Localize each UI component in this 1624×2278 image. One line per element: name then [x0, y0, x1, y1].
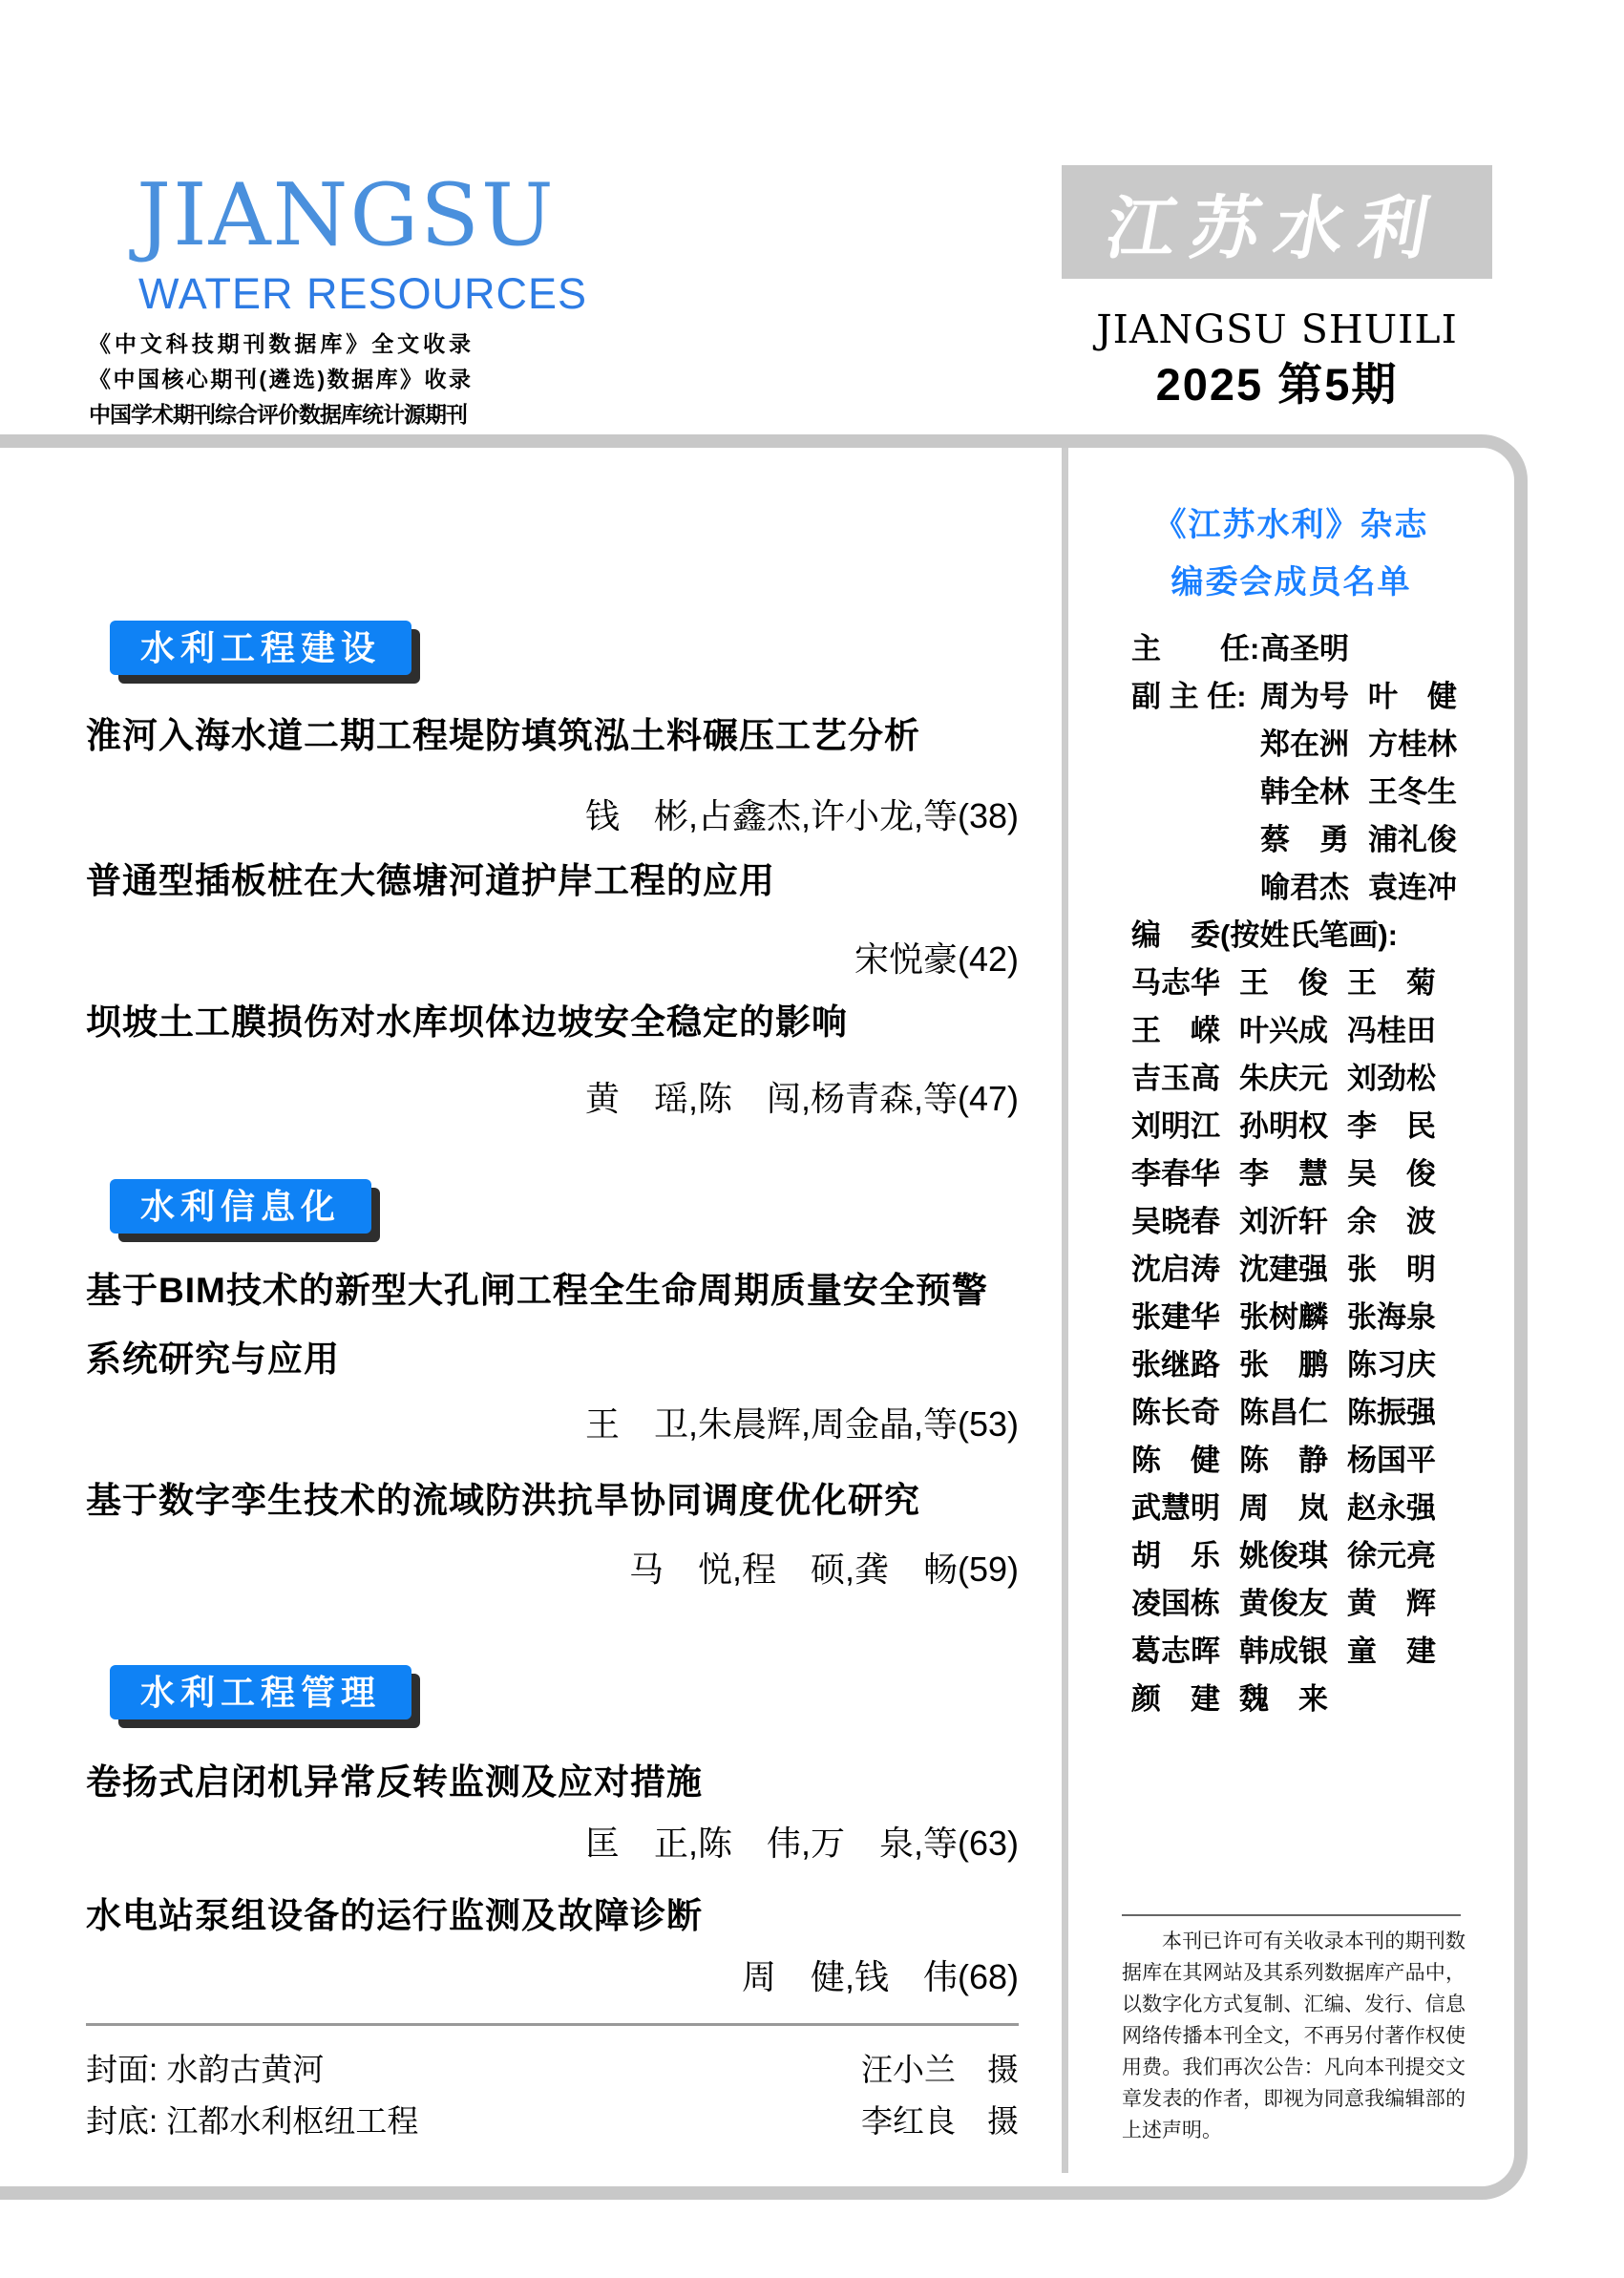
member-name: 浦礼俊: [1368, 823, 1457, 856]
cover-credit-row: [86, 2099, 1019, 2144]
member-name: 王 俊: [1239, 966, 1328, 1000]
table-of-contents: [86, 621, 1019, 2144]
member-name: 张海泉: [1347, 1300, 1436, 1334]
member-name: 李春华: [1131, 1157, 1220, 1191]
member-name: 蔡 勇: [1260, 823, 1349, 856]
member-name: 余 波: [1347, 1205, 1436, 1238]
journal-logo-en: JIANGSU: [137, 165, 556, 265]
article-authors: 宋悦豪(42): [854, 939, 1019, 979]
member-name: 凌国栋: [1131, 1587, 1220, 1620]
back-cover-credit: 李红良 摄: [861, 2103, 1019, 2139]
board-member-row: [1131, 1198, 1475, 1246]
member-name: 吉玉高: [1131, 1062, 1220, 1095]
notice-top-rule: [1122, 1914, 1461, 1916]
board-member-row: [1131, 1341, 1475, 1389]
member-name: 陈长奇: [1131, 1396, 1220, 1429]
member-name: 周为号: [1260, 680, 1349, 713]
member-name: 童 建: [1347, 1635, 1436, 1668]
column-divider: [1062, 448, 1068, 2173]
member-name: 叶兴成: [1239, 1014, 1328, 1047]
member-name: 张继路: [1131, 1348, 1220, 1382]
board-member-row: [1131, 1150, 1475, 1198]
journal-title-cn: 江苏水利: [1101, 190, 1451, 267]
member-name: 周 岚: [1239, 1491, 1328, 1525]
member-name: 朱庆元: [1239, 1062, 1328, 1095]
copyright-notice: [1122, 1914, 1466, 2146]
board-deputy-row: [1131, 769, 1475, 816]
article-title: 坝坡土工膜损伤对水库坝体边坡安全稳定的影响: [86, 1002, 848, 1042]
board-deputy-row: [1131, 816, 1475, 864]
member-name: 方桂林: [1368, 728, 1457, 761]
board-heading-line1: 《江苏水利》杂志: [1153, 507, 1429, 543]
toc-covers-divider: [86, 2023, 1019, 2026]
member-name: 颜 建: [1131, 1682, 1220, 1716]
article-title: 淮河入海水道二期工程堤防填筑泓土料碾压工艺分析: [86, 716, 920, 755]
member-name: 马志华: [1131, 966, 1220, 1000]
member-name: 黄 辉: [1347, 1587, 1436, 1620]
member-name: 冯桂田: [1347, 1014, 1436, 1047]
board-member-row: [1131, 1437, 1475, 1485]
board-deputy-row: [1131, 721, 1475, 769]
board-member-row: [1131, 1532, 1475, 1580]
member-name: 王 菊: [1347, 966, 1436, 1000]
member-name: 高圣明: [1260, 632, 1349, 665]
article-title: 基于数字孪生技术的流域防洪抗旱协同调度优化研究: [86, 1481, 920, 1520]
board-member-row: [1131, 1103, 1475, 1150]
database-index-lines: [89, 327, 471, 432]
board-member-row: [1131, 1485, 1475, 1532]
section-header-construction: 水利工程建设: [110, 621, 411, 675]
section-header-management: 水利工程管理: [110, 1665, 411, 1719]
member-name: 胡 乐: [1131, 1539, 1220, 1572]
article-title: 水电站泵组设备的运行监测及故障诊断: [86, 1896, 703, 1935]
board-member-row: [1131, 1676, 1475, 1723]
member-name: 陈习庆: [1347, 1348, 1436, 1382]
member-name: 孙明权: [1239, 1109, 1328, 1143]
member-name: 刘劲松: [1347, 1062, 1436, 1095]
member-name: [1347, 1676, 1438, 1723]
board-director-row: [1131, 625, 1475, 673]
member-name: 韩成银: [1239, 1635, 1328, 1668]
article-title: 卷扬式启闭机异常反转监测及应对措施: [86, 1762, 703, 1802]
member-name: 李 慧: [1239, 1157, 1328, 1191]
cover-credit-row: [86, 2047, 1019, 2093]
notice-text: 本刊已许可有关收录本刊的期刊数据库在其网站及其系列数据库产品中，以数字化方式复制、汇编、发行、信息网络传播本刊全文，不再另付著作权使用费。我们再次公告：凡向本刊提交文章发表的作者，即视为同意我编辑部的上述声明。: [1122, 1930, 1466, 2141]
board-member-row: [1131, 1628, 1475, 1676]
member-name: 郑在洲: [1260, 728, 1349, 761]
deputy-label: 副 主 任:: [1131, 680, 1247, 713]
member-name: 刘明江: [1131, 1109, 1220, 1143]
article-title: 基于BIM技术的新型大孔闸工程全生命周期质量安全预警系统研究与应用: [86, 1271, 988, 1379]
member-name: 沈启涛: [1131, 1253, 1220, 1286]
editorial-board-list: [1131, 625, 1475, 1723]
member-name: 张树麟: [1239, 1300, 1328, 1334]
member-name: 张建华: [1131, 1300, 1220, 1334]
article-authors: 马 悦,程 硕,龚 畅(59): [628, 1550, 1019, 1589]
member-name: 王 嵘: [1131, 1014, 1220, 1047]
index-line: 《中国核心期刊(遴选)数据库》收录: [89, 367, 471, 391]
index-line: 《中文科技期刊数据库》全文收录: [89, 331, 471, 356]
board-member-row: [1131, 1294, 1475, 1341]
member-name: 葛志晖: [1131, 1635, 1220, 1668]
section-header-informatization: 水利信息化: [110, 1179, 371, 1234]
board-deputy-row: [1131, 673, 1475, 721]
back-cover-label: 封底: 江都水利枢纽工程: [86, 2103, 419, 2139]
member-name: 刘沂轩: [1239, 1205, 1328, 1238]
member-name: 李 民: [1347, 1109, 1436, 1143]
board-member-row: [1131, 1389, 1475, 1437]
member-name: 韩全林: [1260, 775, 1349, 809]
member-name: 陈 静: [1239, 1444, 1328, 1477]
board-deputy-row: [1131, 864, 1475, 912]
member-name: 王冬生: [1368, 775, 1457, 809]
board-member-row: [1131, 1055, 1475, 1103]
member-name: 徐元亮: [1347, 1539, 1436, 1572]
board-member-row: [1131, 1246, 1475, 1294]
index-line: 中国学术期刊综合评价数据库统计源期刊: [89, 402, 467, 427]
issue-number: 2025 第5期: [1155, 359, 1399, 410]
board-member-row: [1131, 960, 1475, 1007]
front-cover-credit: 汪小兰 摄: [861, 2052, 1019, 2087]
member-name: 陈昌仁: [1239, 1396, 1328, 1429]
member-name: 杨国平: [1347, 1444, 1436, 1477]
member-name: 魏 来: [1239, 1682, 1328, 1716]
member-name: 张 鹏: [1239, 1348, 1328, 1382]
article-authors: 匡 正,陈 伟,万 泉,等(63): [584, 1824, 1019, 1863]
article-authors: 黄 瑶,陈 闯,杨青森,等(47): [584, 1079, 1019, 1118]
member-name: 陈 健: [1131, 1444, 1220, 1477]
member-name: 张 明: [1347, 1253, 1436, 1286]
member-name: 沈建强: [1239, 1253, 1328, 1286]
member-name: 叶 健: [1368, 680, 1457, 713]
board-members-label: 编 委(按姓氏笔画):: [1131, 918, 1398, 952]
article-authors: 钱 彬,占鑫杰,许小龙,等(38): [584, 796, 1019, 835]
front-cover-label: 封面: 水韵古黄河: [86, 2052, 325, 2087]
journal-title-pinyin: JIANGSU SHUILI: [1096, 306, 1458, 352]
member-name: 喻君杰: [1260, 871, 1349, 904]
member-name: 袁连冲: [1368, 871, 1457, 904]
article-title: 普通型插板桩在大德塘河道护岸工程的应用: [86, 861, 775, 900]
editorial-board-heading: [1065, 496, 1518, 611]
member-name: 陈振强: [1347, 1396, 1436, 1429]
member-name: 赵永强: [1347, 1491, 1436, 1525]
member-name: 吴 俊: [1347, 1157, 1436, 1191]
board-member-row: [1131, 1580, 1475, 1628]
board-heading-line2: 编委会成员名单: [1171, 564, 1412, 601]
member-name: 姚俊琪: [1239, 1539, 1328, 1572]
board-member-row: [1131, 1007, 1475, 1055]
article-authors: 周 健,钱 伟(68): [741, 1957, 1019, 1996]
director-label: 主 任:: [1131, 632, 1260, 665]
journal-logo-subtitle: WATER RESOURCES: [138, 269, 588, 318]
member-name: 武慧明: [1131, 1491, 1220, 1525]
member-name: 吴晓春: [1131, 1205, 1220, 1238]
journal-title-banner: [1062, 165, 1492, 279]
article-authors: 王 卫,朱晨辉,周金晶,等(53): [584, 1404, 1019, 1444]
member-name: 黄俊友: [1239, 1587, 1328, 1620]
